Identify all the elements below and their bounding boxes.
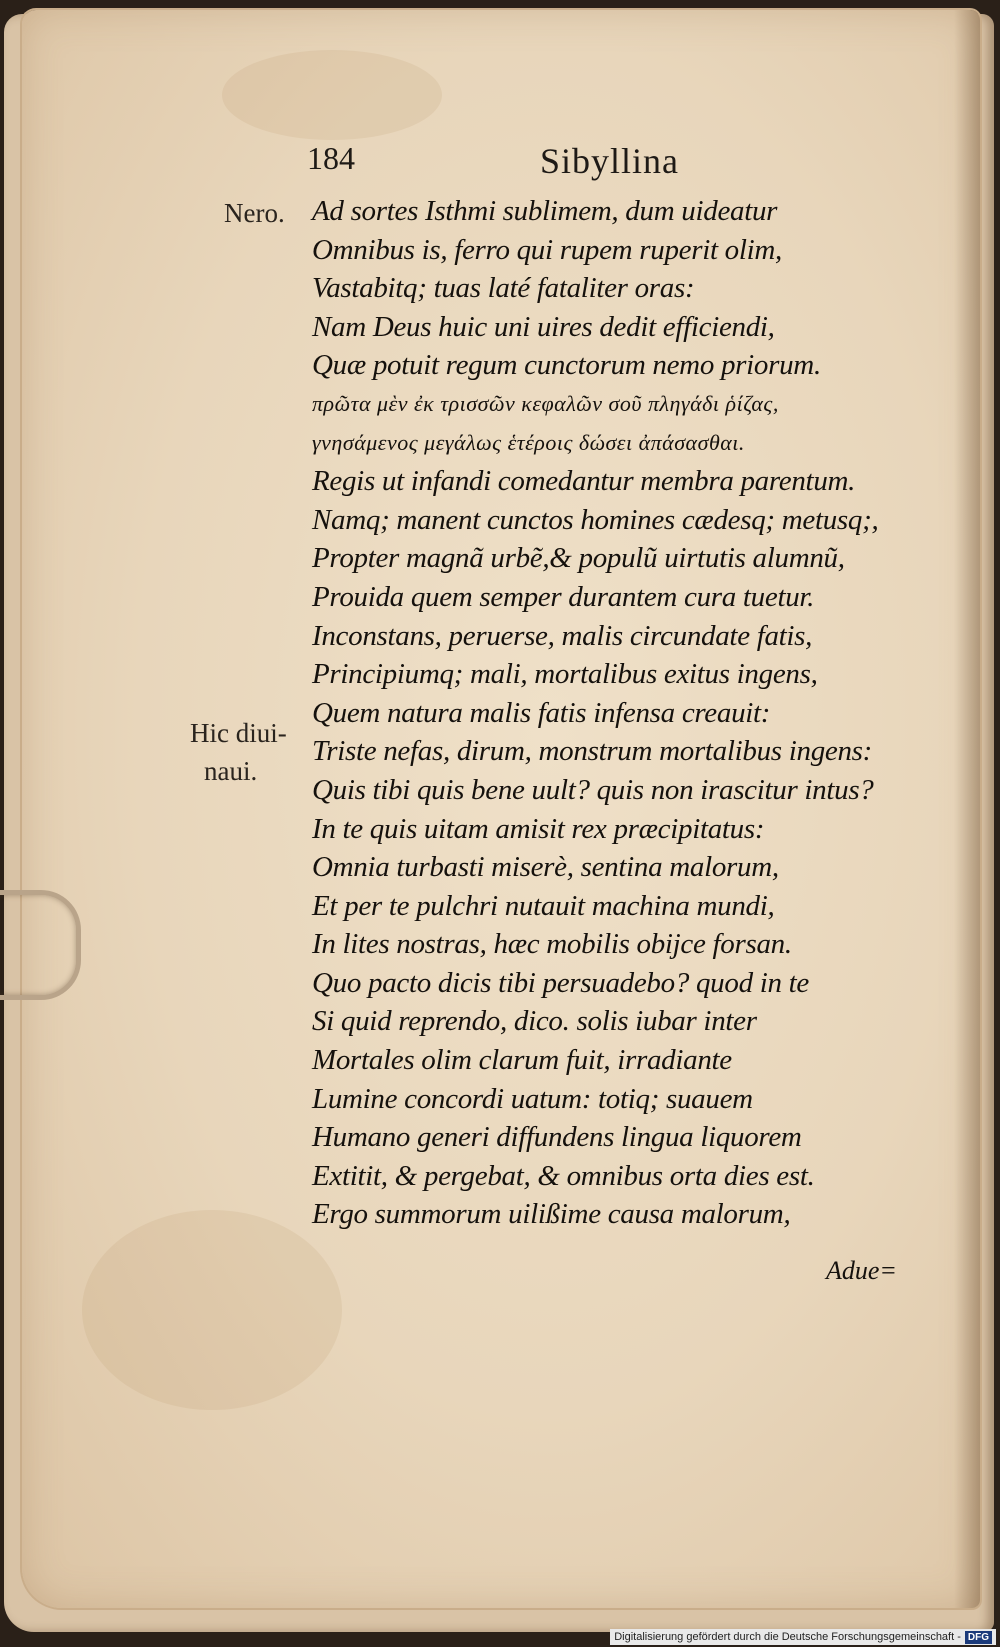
text-line: Principiumq; mali, mortalibus exitus ingens, <box>312 658 818 691</box>
margin-note-line: Nero. <box>224 198 285 228</box>
footer-text: Digitalisierung gefördert durch die Deutsche Forschungsgemeinschaft - <box>614 1631 961 1643</box>
text-line: Namq; manent cunctos homines cædesq; metusq;, <box>312 503 879 536</box>
text-line: Prouida quem semper durantem cura tuetur. <box>312 580 815 613</box>
text-line: Vastabitq; tuas laté fataliter oras: <box>312 272 695 305</box>
text-line: Et per te pulchri nutauit machina mundi, <box>312 889 775 922</box>
binding-gutter <box>954 10 980 1608</box>
text-line: Triste nefas, dirum, monstrum mortalibus ingens: <box>312 735 873 768</box>
text-line: Lumine concordi uatum: totiq; suauem <box>312 1082 753 1115</box>
text-line: In te quis uitam amisit rex præcipitatus: <box>312 812 765 845</box>
running-head: Sibyllina <box>540 141 680 181</box>
paper-stain <box>222 50 442 140</box>
text-line: Si quid reprendo, dico. solis iubar inter <box>312 1005 757 1038</box>
text-line: Omnia turbasti miserè, sentina malorum, <box>312 851 779 884</box>
text-line: Quem natura malis fatis infensa creauit: <box>312 696 771 729</box>
text-line: Propter magnã urbẽ,& populũ uirtutis alumnũ, <box>312 542 845 575</box>
text-line: Quo pacto dicis tibi persuadebo? quod in te <box>312 966 809 999</box>
margin-note-line: naui. <box>204 756 258 786</box>
text-line: Quæ potuit regum cunctorum nemo priorum. <box>312 349 821 382</box>
paper-stain <box>82 1210 342 1410</box>
margin-note-hic <box>204 758 257 785</box>
verse-text <box>312 192 952 1234</box>
catchword: Adue= <box>826 1256 897 1285</box>
digitization-footer <box>610 1629 996 1645</box>
page-number: 184 <box>307 140 355 176</box>
dfg-logo-icon: DFG <box>965 1631 992 1644</box>
text-line: Mortales olim clarum fuit, irradiante <box>312 1044 732 1077</box>
text-line: Omnibus is, ferro qui rupem ruperit olim, <box>312 233 782 266</box>
margin-note-nero <box>224 200 285 227</box>
text-line-greek: πρῶτα μὲν ἐκ τρισσῶν κεφαλῶν σοῦ πληγάδι ῥίζας, <box>312 390 779 416</box>
text-line-greek: γνησάμενος μεγάλως ἑτέροις δώσει ἀπάσασθαι. <box>312 429 745 455</box>
margin-note-line: Hic diui- <box>190 718 287 748</box>
text-line: Regis ut infandi comedantur membra parentum. <box>312 465 856 498</box>
margin-note-hic <box>190 720 287 747</box>
text-line: Quis tibi quis bene uult? quis non irascitur intus? <box>312 773 874 806</box>
text-line: Inconstans, peruerse, malis circundate fatis, <box>312 619 813 652</box>
text-line: Ad sortes Isthmi sublimem, dum uideatur <box>312 195 778 227</box>
text-line: Humano generi diffundens lingua liquorem <box>312 1121 802 1154</box>
text-line: Extitit, & pergebat, & omnibus orta dies est. <box>312 1159 815 1192</box>
text-line: In lites nostras, hæc mobilis obijce forsan. <box>312 928 792 961</box>
text-line: Ergo summorum uilißime causa malorum, <box>312 1198 791 1231</box>
text-line: Nam Deus huic uni uires dedit efficiendi, <box>312 310 775 343</box>
paper-clip-icon <box>0 890 81 1000</box>
